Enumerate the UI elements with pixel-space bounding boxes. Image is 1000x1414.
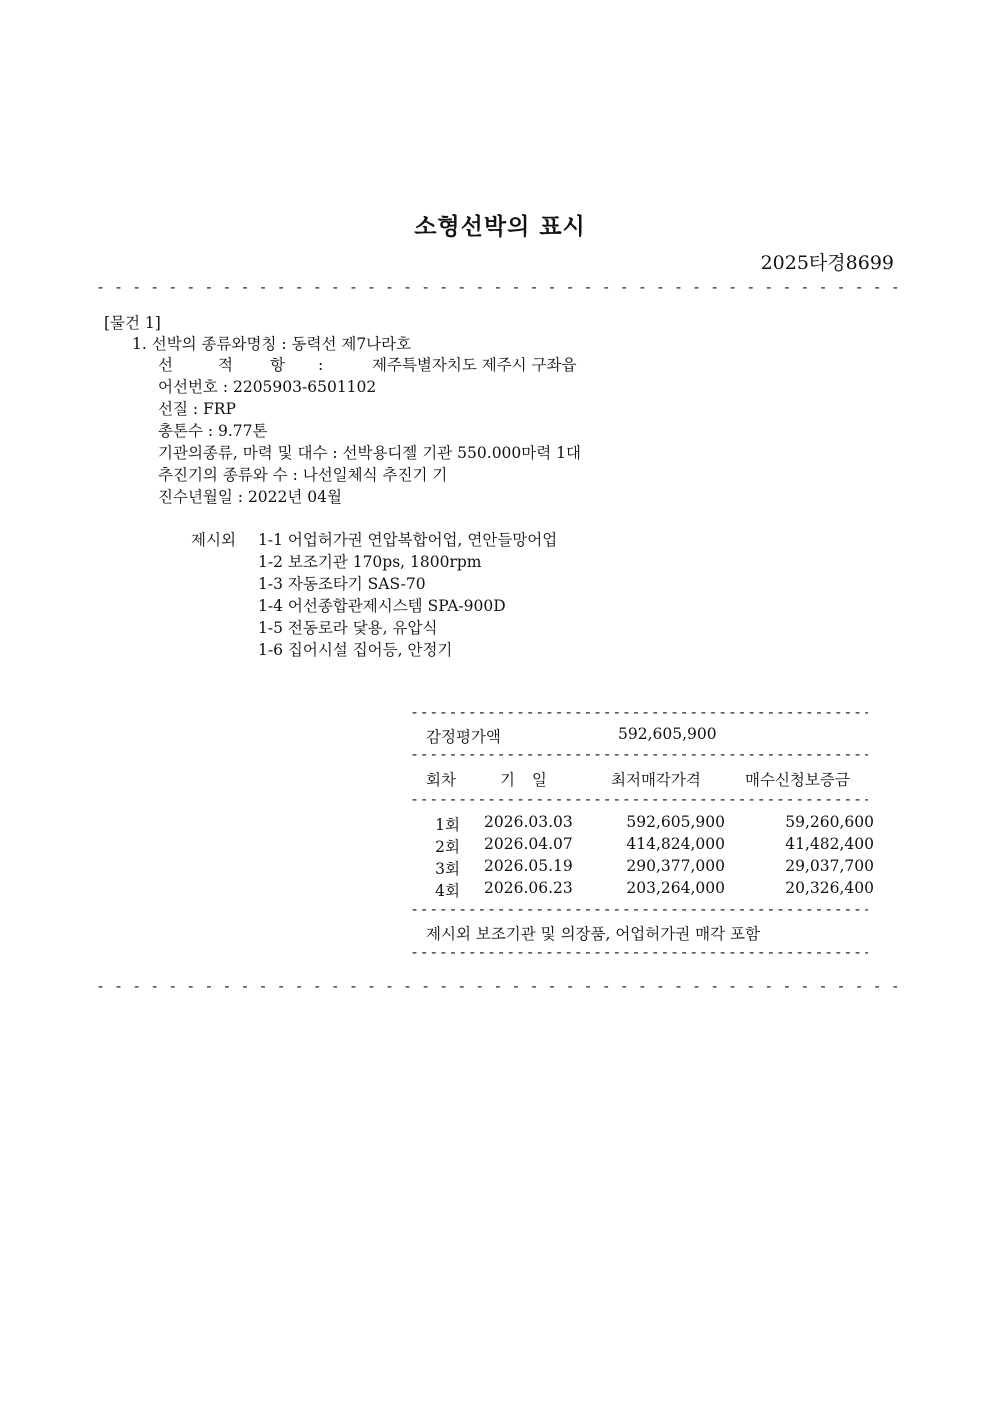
header-min-price: 최저매각가격 (611, 771, 701, 789)
header-deposit: 매수신청보증금 (745, 771, 850, 789)
table-cell-deposit: 20,326,400 (785, 879, 874, 897)
extras-item: 1-4 어선종합관제시스템 SPA-900D (258, 597, 506, 615)
item-label: [물건 1] (104, 314, 161, 332)
table-cell-min-price: 290,377,000 (626, 857, 725, 875)
header-round: 회차 (426, 771, 456, 789)
propulsion-info: 추진기의 종류와 수 : 나선일체식 추진기 기 (158, 466, 448, 484)
appraisal-label: 감정평가액 (426, 728, 501, 746)
table-cell-deposit: 29,037,700 (785, 857, 874, 875)
extras-item: 1-3 자동조타기 SAS-70 (258, 575, 426, 593)
table-cell-min-price: 203,264,000 (626, 879, 725, 897)
header-date: 기 일 (500, 771, 553, 789)
sale-note: 제시외 보조기관 및 의장품, 어업허가권 매각 포함 (426, 925, 760, 943)
document-title: 소형선박의 표시 (414, 214, 586, 240)
homeport-label: 선 적 항 : (158, 356, 324, 374)
table-cell-round: 3회 (435, 860, 460, 878)
table-cell-round: 1회 (435, 816, 460, 834)
homeport-value: 제주특별자치도 제주시 구좌읍 (372, 356, 577, 374)
extras-label: 제시외 (191, 531, 236, 549)
table-divider (410, 704, 868, 720)
extras-item: 1-1 어업허가권 연압복합어업, 연안들망어업 (258, 531, 558, 549)
divider-top (96, 279, 906, 295)
table-cell-date: 2026.04.07 (484, 835, 573, 853)
ship-type-name: 1. 선박의 종류와명칭 : 동력선 제7나라호 (132, 335, 412, 353)
table-divider (410, 791, 868, 807)
table-cell-deposit: 41,482,400 (785, 835, 874, 853)
table-cell-min-price: 414,824,000 (626, 835, 725, 853)
appraisal-value: 592,605,900 (618, 725, 717, 743)
table-cell-round: 4회 (435, 882, 460, 900)
hull-material: 선질 : FRP (158, 400, 236, 418)
table-cell-deposit: 59,260,600 (785, 813, 874, 831)
table-cell-date: 2026.05.19 (484, 857, 573, 875)
fishing-vessel-number: 어선번호 : 2205903-6501102 (158, 378, 377, 396)
table-cell-date: 2026.06.23 (484, 879, 573, 897)
launch-date: 진수년월일 : 2022년 04월 (158, 488, 342, 506)
table-divider (410, 944, 868, 960)
table-divider (410, 746, 868, 762)
table-cell-round: 2회 (435, 838, 460, 856)
table-cell-min-price: 592,605,900 (626, 813, 725, 831)
gross-tonnage: 총톤수 : 9.77톤 (158, 422, 268, 440)
table-divider (410, 901, 868, 917)
engine-info: 기관의종류, 마력 및 대수 : 선박용디젤 기관 550.000마력 1대 (158, 444, 581, 462)
extras-item: 1-5 전동로라 닻용, 유압식 (258, 619, 438, 637)
extras-item: 1-6 집어시설 집어등, 안정기 (258, 641, 453, 659)
extras-item: 1-2 보조기관 170ps, 1800rpm (258, 553, 482, 571)
case-number: 2025타경8699 (760, 252, 894, 274)
divider-bottom (96, 978, 906, 994)
table-cell-date: 2026.03.03 (484, 813, 573, 831)
